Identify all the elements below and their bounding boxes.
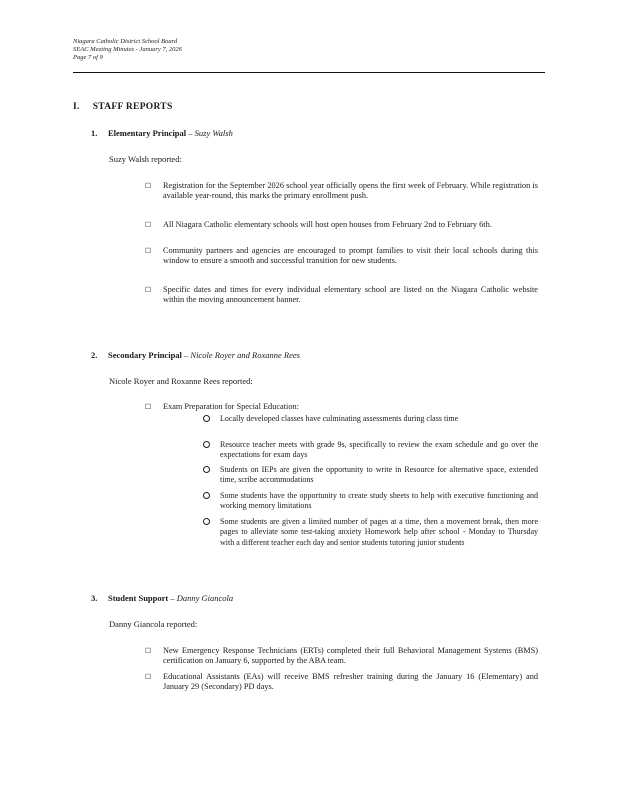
presenter: – Nicole Royer and Roxanne Rees [184, 350, 300, 360]
sub-list-item-text: Students on IEPs are given the opportunity to write in Resource for alternative space, extended time, scribe accommodations [220, 465, 538, 485]
checkbox-bullet-icon: ☐ [145, 182, 152, 190]
sub-list-item [203, 414, 538, 424]
subsection-title: Secondary Principal [108, 350, 182, 360]
list-item [145, 672, 538, 692]
sub-list-item [203, 491, 538, 512]
checkbox-bullet-icon: ☐ [145, 673, 152, 681]
list-item [145, 220, 538, 230]
list-item-text: Specific dates and times for every individual elementary school are listed on the Niagara Catholic website within the moving announcement banner. [163, 285, 538, 305]
sub-list-item-text: Some students are given a limited number of pages at a time, then a movement break, then more pages to alleviate some test-taking anxiety Homework help after school - Monday to Thursday with a different teacher each day and senior students tutoring junior students [220, 517, 538, 547]
list-item-text: New Emergency Response Technicians (ERTs) completed their full Behavioral Management Systems (BMS) certification on January 6, supported by the ABA team. [163, 646, 538, 666]
list-item-text: All Niagara Catholic elementary schools will host open houses from February 2nd to February 6th. [163, 220, 492, 229]
subsection-heading-elementary [91, 128, 233, 138]
section-number: I. [73, 102, 80, 112]
circle-bullet-icon [203, 415, 210, 422]
section-title: STAFF REPORTS [92, 102, 173, 112]
subsection-number: 1. [91, 128, 98, 138]
header-meeting: SEAC Meeting Minutes - January 7, 2026 [73, 46, 182, 53]
section-heading [73, 102, 173, 112]
subsection-number: 3. [91, 593, 98, 603]
presenter: – Danny Giancola [170, 593, 234, 603]
sub-list-item-text: Locally developed classes have culminating assessments during class time [220, 414, 459, 423]
list-item-text: Registration for the September 2026 school year officially opens the first week of February. While registration is available year-round, this marks the primary enrollment push. [163, 181, 538, 201]
sub-list-item-text: Some students have the opportunity to create study sheets to help with executive functioning and working memory limitations [220, 491, 538, 511]
reported-line: Danny Giancola reported: [109, 619, 198, 629]
list-item [145, 646, 538, 666]
subsection-title: Elementary Principal [108, 128, 187, 138]
subsection-title: Student Support [108, 593, 169, 603]
presenter: – Suzy Walsh [188, 128, 233, 138]
checkbox-bullet-icon: ☐ [145, 403, 152, 411]
checkbox-bullet-icon: ☐ [145, 247, 152, 255]
subsection-heading-secondary [91, 350, 300, 360]
checkbox-bullet-icon: ☐ [145, 221, 152, 229]
sub-list-item [203, 465, 538, 486]
header-page-number: Page 7 of 9 [73, 54, 103, 61]
header-board-name: Niagara Catholic District School Board [73, 38, 178, 45]
checkbox-bullet-icon: ☐ [145, 286, 152, 294]
list-item [145, 246, 538, 266]
circle-bullet-icon [203, 518, 210, 525]
header-divider [73, 72, 545, 73]
sub-list-item [203, 440, 538, 461]
circle-bullet-icon [203, 441, 210, 448]
list-item [145, 181, 538, 201]
list-item-text: Educational Assistants (EAs) will receive BMS refresher training during the January 16 (Elementary) and January 29 (Secondary) PD days. [163, 672, 538, 692]
subsection-number: 2. [91, 350, 98, 360]
reported-line: Nicole Royer and Roxanne Rees reported: [109, 376, 253, 386]
sub-list-item [203, 517, 538, 548]
list-item [145, 402, 538, 412]
circle-bullet-icon [203, 492, 210, 499]
reported-line: Suzy Walsh reported: [109, 154, 182, 164]
list-item [145, 285, 538, 305]
sub-list-item-text: Resource teacher meets with grade 9s, specifically to review the exam schedule and go over the expectations for exam days [220, 440, 538, 460]
list-item-text: Exam Preparation for Special Education: [163, 402, 299, 411]
circle-bullet-icon [203, 466, 210, 473]
list-item-text: Community partners and agencies are encouraged to prompt families to visit their local schools during this window to ensure a smooth and successful transition for new students. [163, 246, 538, 266]
subsection-heading-student-support [91, 593, 233, 603]
checkbox-bullet-icon: ☐ [145, 647, 152, 655]
